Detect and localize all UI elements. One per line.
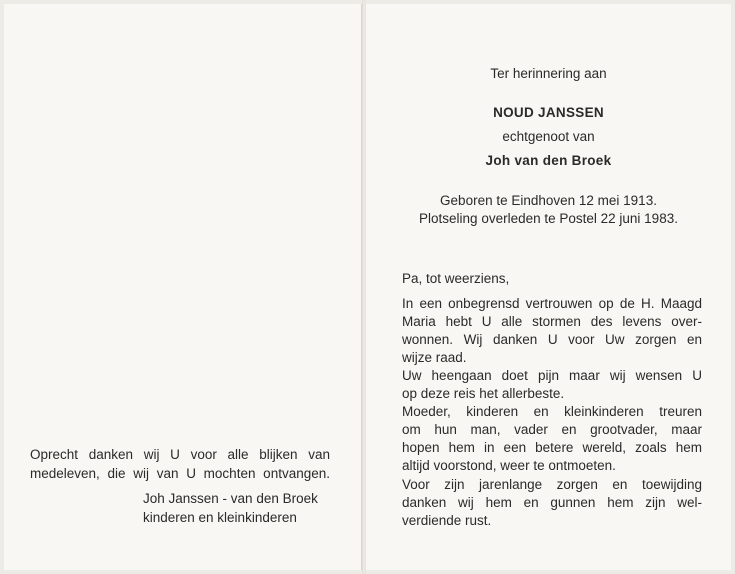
paragraph1-line-5: Uw heengaan doet pijn maar wij wensen U [402,368,702,383]
thanks-line-2: medeleven, die wij van U mochten ontvangen. [30,466,330,481]
intro-text: Ter herinnering aan [490,66,607,81]
paragraph1-line-2: Maria hebt U alle stormen des levens over- [402,314,702,329]
paragraph1-line-1: In een onbegrensd vertrouwen op de H. Maagd [402,296,702,311]
paragraph1-line-8: om hun man, vader en grootvader, maar [402,422,702,437]
signature-line-1: Joh Janssen - van den Broek [143,491,318,506]
deceased-name: NOUD JANSSEN [493,105,604,120]
paragraph1-line-9: hopen hem in een betere wereld, zoals hem [402,440,702,455]
spouse-name: Joh van den Broek [485,153,612,168]
paragraph1-line-10: altijd voorstond, weer te ontmoeten. [402,458,616,473]
thanks-line-1: Oprecht danken wij U voor alle blijken van [30,447,330,462]
paragraph1-line-7: Moeder, kinderen en kleinkinderen treuren [402,404,702,419]
paragraph2-line-3: verdiende rust. [402,513,492,528]
birth-text: Geboren te Eindhoven 12 mei 1913. [440,193,657,208]
left-panel [4,4,362,570]
paragraph1-line-6: op deze reis het allerbeste. [402,386,565,401]
signature-line-2: kinderen en kleinkinderen [143,510,297,525]
paragraph1-line-4: wijze raad. [402,350,467,365]
paragraph2-line-2: danken wij hem en gunnen hem zijn wel- [402,495,702,510]
death-text: Plotseling overleden te Postel 22 juni 1983. [419,211,678,226]
greeting: Pa, tot weerziens, [402,271,510,286]
paragraph1-line-3: wonnen. Wij danken U voor Uw zorgen en [402,332,702,347]
relation-text: echtgenoot van [502,129,595,144]
paragraph2-line-1: Voor zijn jarenlange zorgen en toewijding [402,477,702,492]
